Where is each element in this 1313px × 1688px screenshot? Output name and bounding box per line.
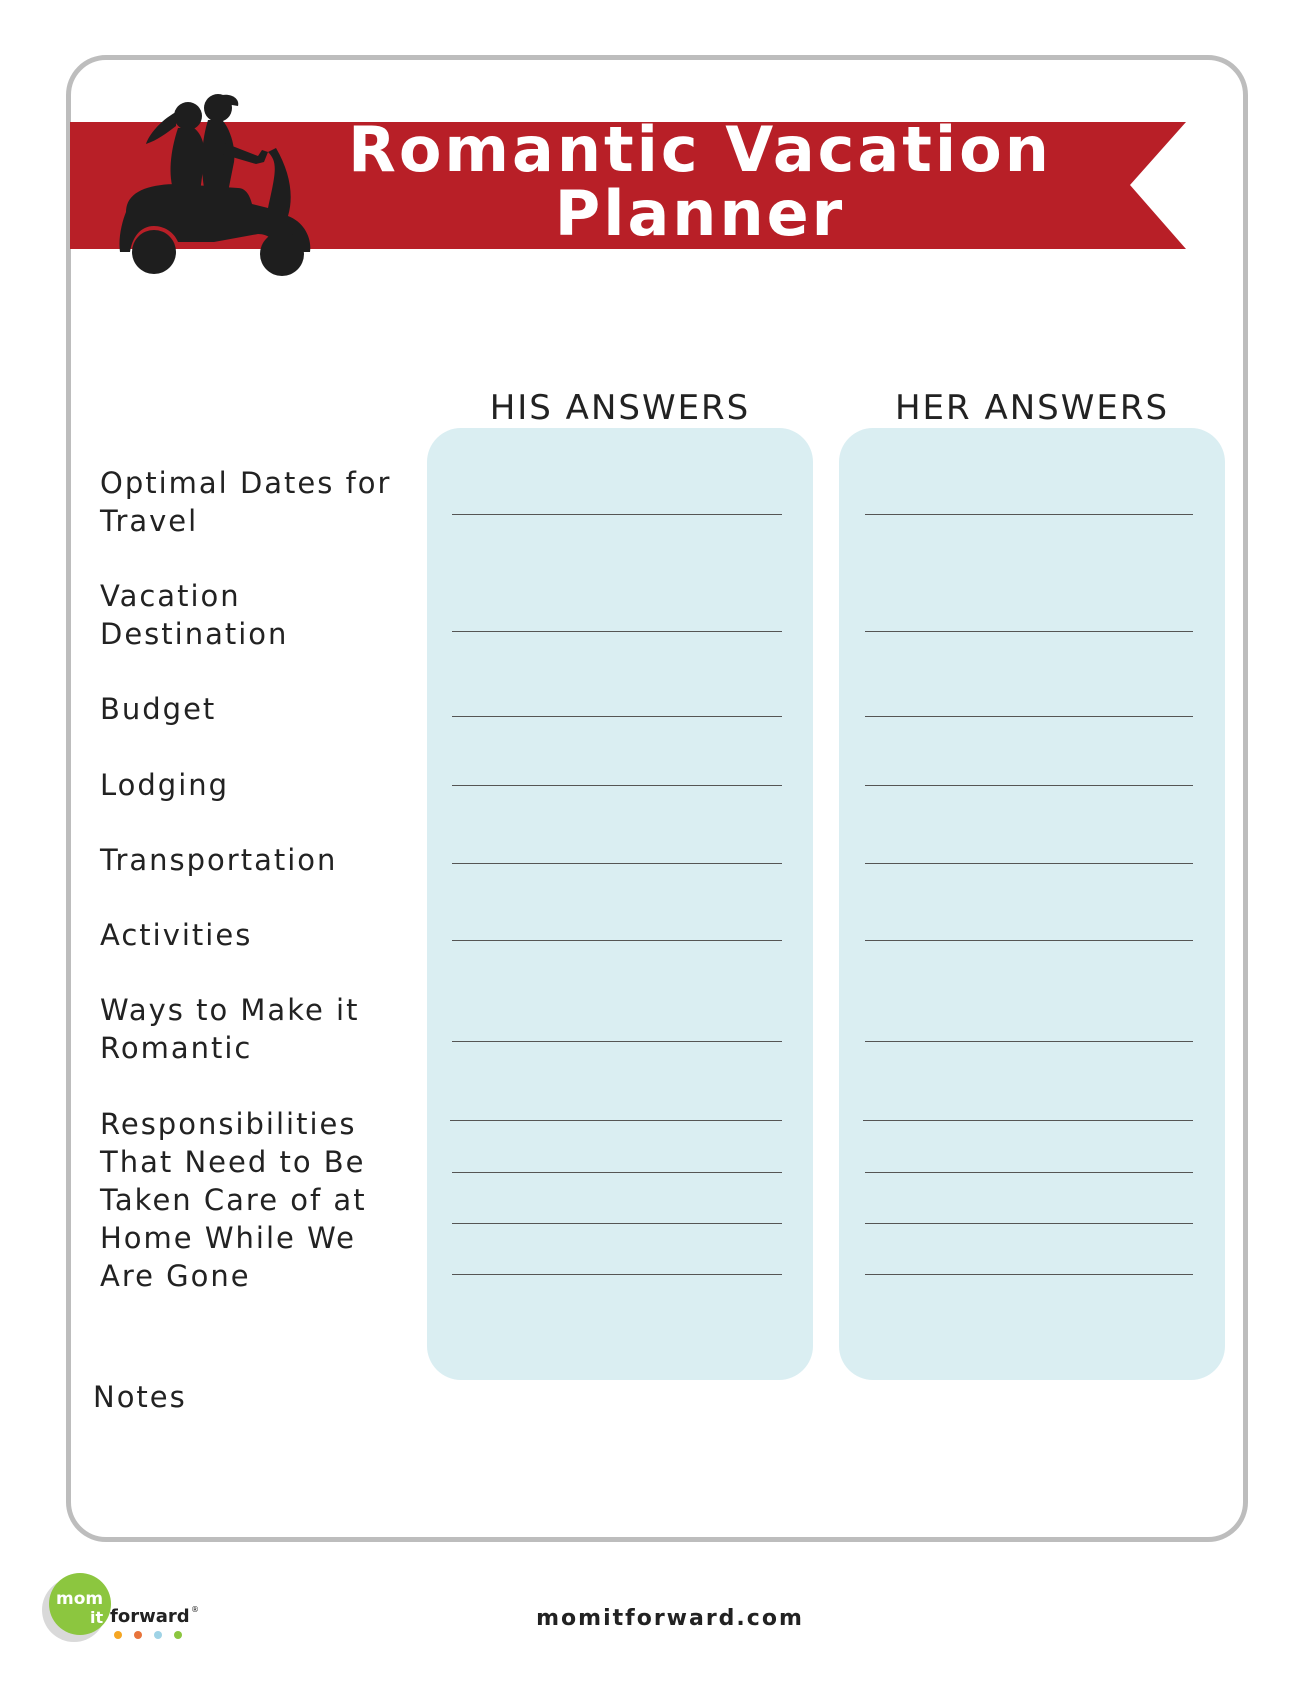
his-answer-line-destination[interactable]: [452, 631, 782, 632]
her-answer-line-romantic[interactable]: [865, 1041, 1193, 1042]
her-answers-header: HER ANSWERS: [894, 388, 1170, 428]
row-label-romantic: [100, 991, 400, 1067]
his-answer-line-activities[interactable]: [452, 940, 782, 941]
page-title: [340, 113, 1060, 250]
website-url: momitforward.com: [536, 1606, 804, 1631]
her-answer-line-destination[interactable]: [865, 631, 1193, 632]
row-label-vacation-destination: [100, 577, 400, 653]
row-label-line: Romantic: [100, 1031, 253, 1065]
row-label-line: Responsibilities: [100, 1107, 357, 1141]
row-label-line: Optimal Dates for: [100, 466, 392, 500]
row-label-line: Taken Care of at: [100, 1183, 367, 1217]
row-label-line: That Need to Be: [100, 1145, 366, 1179]
mom-it-forward-logo: [40, 1570, 210, 1645]
title-line-1: Romantic Vacation: [348, 113, 1052, 186]
row-label-lodging: [100, 766, 400, 804]
row-label-line: Travel: [100, 504, 199, 538]
row-label-line: Ways to Make it: [100, 993, 360, 1027]
his-answers-panel: [427, 428, 813, 1380]
row-label-line: Are Gone: [100, 1259, 251, 1293]
his-answer-line-responsibilities-4[interactable]: [452, 1274, 782, 1275]
row-label-optimal-dates: [100, 464, 400, 540]
notes-label: Notes: [93, 1380, 187, 1414]
row-label-line: Transportation: [100, 843, 338, 877]
title-line-2: Planner: [554, 177, 846, 250]
logo-word-mom: mom: [56, 1589, 104, 1609]
his-answer-line-budget[interactable]: [452, 716, 782, 717]
logo-registered-mark: ®: [191, 1605, 199, 1614]
row-label-line: Vacation: [100, 579, 241, 613]
row-label-line: Destination: [100, 617, 289, 651]
his-answers-header: HIS ANSWERS: [489, 388, 751, 428]
row-label-line: Activities: [100, 918, 253, 952]
her-answer-line-responsibilities-1[interactable]: [863, 1120, 1193, 1121]
row-label-responsibilities: [100, 1105, 400, 1295]
his-answer-line-responsibilities-2[interactable]: [452, 1172, 782, 1173]
row-label-transportation: [100, 841, 400, 879]
her-answer-line-responsibilities-3[interactable]: [865, 1223, 1193, 1224]
row-label-budget: [100, 690, 400, 728]
her-answer-line-transportation[interactable]: [865, 863, 1193, 864]
his-answer-line-transportation[interactable]: [452, 863, 782, 864]
his-answer-line-responsibilities-3[interactable]: [452, 1223, 782, 1224]
scooter-couple-icon: [118, 92, 328, 287]
her-answer-line-responsibilities-4[interactable]: [865, 1274, 1193, 1275]
row-label-line: Budget: [100, 692, 217, 726]
her-answers-panel: [839, 428, 1225, 1380]
her-answer-line-activities[interactable]: [865, 940, 1193, 941]
her-answer-line-budget[interactable]: [865, 716, 1193, 717]
row-label-line: Lodging: [100, 768, 230, 802]
logo-word-forward: forward: [110, 1606, 190, 1627]
his-answer-line-romantic[interactable]: [452, 1041, 782, 1042]
her-answer-line-lodging[interactable]: [865, 785, 1193, 786]
row-label-activities: [100, 916, 400, 954]
her-answer-line-responsibilities-2[interactable]: [865, 1172, 1193, 1173]
her-answer-line-dates[interactable]: [865, 514, 1193, 515]
his-answer-line-lodging[interactable]: [452, 785, 782, 786]
row-label-line: Home While We: [100, 1221, 356, 1255]
his-answer-line-dates[interactable]: [452, 514, 782, 515]
logo-word-it: it: [90, 1608, 104, 1627]
his-answer-line-responsibilities-1[interactable]: [450, 1120, 782, 1121]
